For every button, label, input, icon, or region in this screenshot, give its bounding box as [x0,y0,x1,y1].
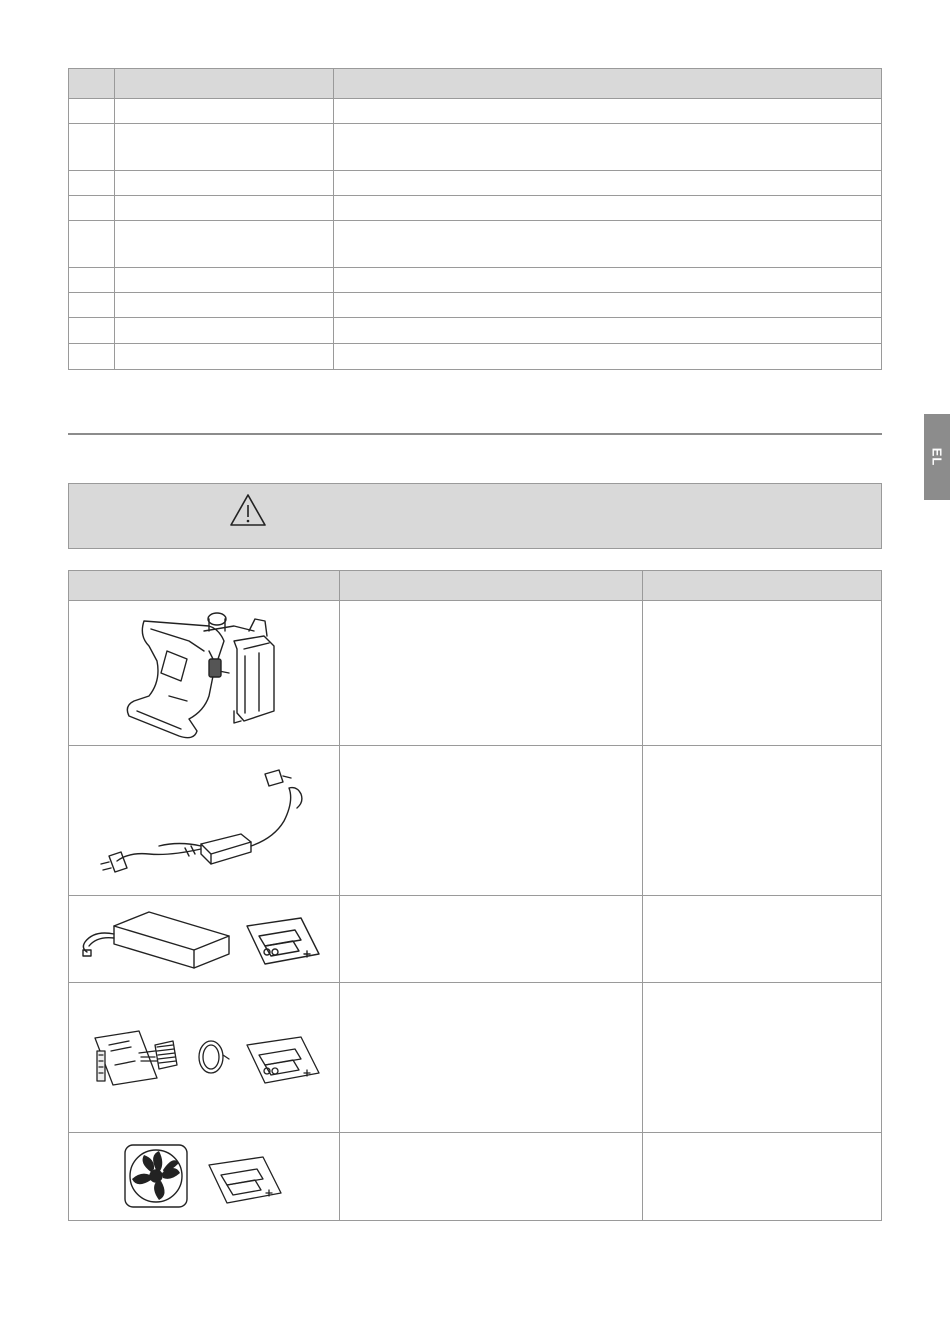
table-cell [69,293,115,318]
accessory-code [643,601,882,746]
table-cell [115,171,334,196]
table-cell [115,221,334,268]
accessory-description [340,601,643,746]
accessory-code [643,1133,882,1221]
bracket-holder-illustration [69,601,340,746]
accessories-header-cell [643,571,882,601]
accessory-code [643,896,882,983]
accessory-image-cell [69,983,340,1133]
table-cell [334,196,882,221]
table-cell [69,344,115,370]
table-cell [115,318,334,344]
language-tab [924,414,950,500]
language-tab-label: EL [929,447,945,467]
table-row [69,268,882,293]
table-cell [334,99,882,124]
table-row [69,1133,882,1221]
accessory-code [643,983,882,1133]
top-table-header [69,69,882,99]
table-cell [69,221,115,268]
table-row [69,99,882,124]
accessory-description [340,896,643,983]
table-cell [334,293,882,318]
accessory-description [340,746,643,896]
table-cell [115,293,334,318]
warning-triangle-icon [229,493,267,527]
table-cell [115,99,334,124]
table-row [69,124,882,171]
table-cell [115,196,334,221]
table-row [69,171,882,196]
table-cell [69,171,115,196]
top-table [68,68,882,370]
table-cell [69,196,115,221]
table-cell [69,318,115,344]
top-header-cell [115,69,334,99]
section-divider [68,433,882,435]
table-row [69,196,882,221]
table-row [69,601,882,746]
table-cell [334,318,882,344]
table-cell [334,221,882,268]
table-cell [334,171,882,196]
table-row [69,983,882,1133]
fan-illustration [69,1133,340,1221]
table-cell [115,124,334,171]
table-cell [334,268,882,293]
power-adapter-illustration [69,746,340,896]
battery-pack-illustration [69,896,340,983]
table-cell [69,268,115,293]
circuit-board-illustration [69,983,340,1133]
table-row [69,221,882,268]
accessories-header-cell [340,571,643,601]
accessory-image-cell [69,896,340,983]
accessories-table [68,570,882,1221]
table-cell [69,99,115,124]
accessory-code [643,746,882,896]
accessory-image-cell [69,746,340,896]
table-cell [115,268,334,293]
table-row [69,896,882,983]
table-cell [69,124,115,171]
table-cell [334,344,882,370]
accessory-image-cell [69,601,340,746]
table-row [69,293,882,318]
top-header-cell [69,69,115,99]
accessory-description [340,983,643,1133]
table-row [69,746,882,896]
accessories-header-cell [69,571,340,601]
table-cell [334,124,882,171]
table-row [69,318,882,344]
accessory-image-cell [69,1133,340,1221]
table-cell [115,344,334,370]
warning-box [68,483,882,549]
top-header-cell [334,69,882,99]
table-row [69,344,882,370]
accessories-table-header [69,571,882,601]
accessory-description [340,1133,643,1221]
